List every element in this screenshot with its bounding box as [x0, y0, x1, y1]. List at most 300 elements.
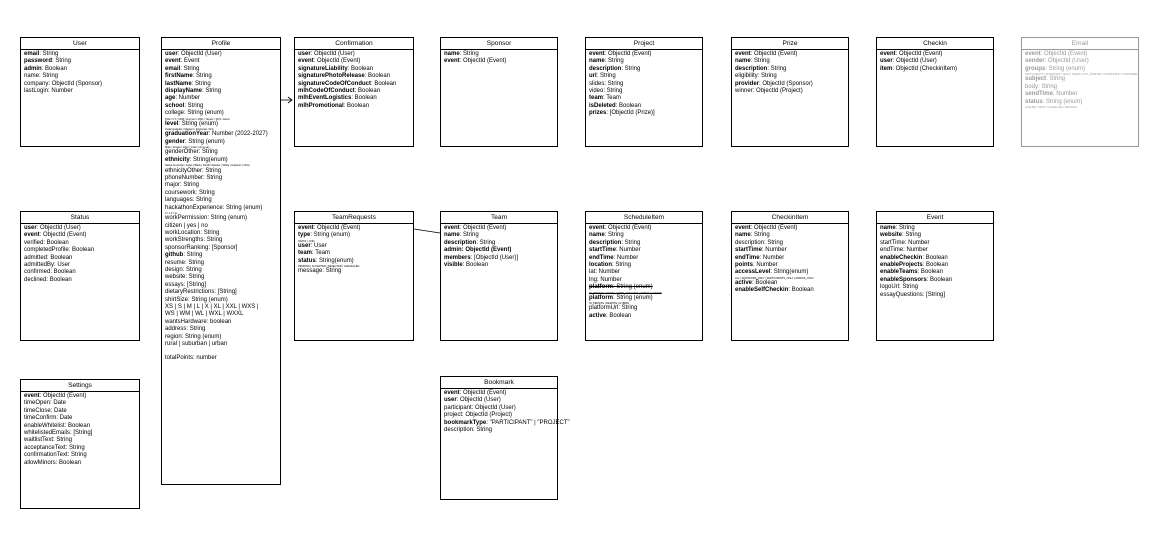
- entity-bookmark: [440, 376, 570, 500]
- field-type: : Number: [615, 247, 641, 254]
- field-type: : String: [203, 237, 223, 244]
- field-type: : String: [459, 232, 479, 239]
- field-row: [24, 240, 136, 247]
- field-row: [589, 73, 699, 80]
- field-name: description: [735, 65, 768, 72]
- field-type: : String (enum): [188, 296, 228, 303]
- field-row: [24, 460, 136, 467]
- field-name: allowMinors: [24, 459, 56, 466]
- enum-values: INVITE | JOIN: [298, 239, 315, 243]
- field-row: [1025, 91, 1135, 98]
- field-type: : ObjectId (Project): [752, 88, 803, 95]
- field-type: : Boolean: [917, 269, 943, 276]
- field-name: video: [589, 88, 604, 95]
- field-type: : String: [1046, 76, 1066, 83]
- field-type: : [Sponsor]: [208, 244, 238, 251]
- field-row: [880, 58, 990, 65]
- field-row: [24, 415, 136, 422]
- field-type: : Boolean: [926, 276, 953, 283]
- entity-title: Confirmation: [295, 38, 413, 50]
- field-type: : String: [185, 259, 205, 266]
- enum-values: IN_PERSON | REMOTE | HYBRID: [589, 302, 630, 306]
- field-name: workPermission: [165, 215, 208, 222]
- entity-fields: [162, 50, 280, 364]
- field-row: [298, 232, 410, 243]
- field-type: : ObjectId (Event): [750, 51, 798, 57]
- field-row: [1025, 76, 1135, 83]
- field-type: : ObjectId (User): [471, 404, 516, 411]
- field-type: : String (enum): [1042, 98, 1083, 105]
- field-row: [165, 334, 277, 341]
- field-type: : ObjectId (Event): [39, 232, 87, 239]
- field-type: : Boolean: [788, 287, 814, 294]
- field-type: : Boolean: [351, 95, 377, 102]
- field-row: [165, 58, 277, 65]
- field-type: : ObjectId (User): [456, 397, 501, 404]
- entity-user: [20, 37, 140, 147]
- field-row: [165, 121, 277, 132]
- field-row: [589, 110, 699, 117]
- field-type: : String: [750, 232, 770, 239]
- field-type: : Boolean: [55, 459, 82, 466]
- field-row: [735, 66, 845, 73]
- field-type: : String: [459, 51, 479, 57]
- field-row: [1025, 99, 1135, 110]
- field-type: : Number: [613, 254, 639, 261]
- field-row: [24, 262, 136, 269]
- enum-values: Undergraduate / Masters / Doctorate / N/A: [165, 128, 214, 132]
- field-row: [735, 225, 845, 232]
- entity-title: Checkin: [877, 38, 993, 50]
- field-row: [165, 190, 277, 197]
- field-type: : String (enum): [185, 138, 225, 145]
- field-type: : String (enum): [613, 284, 653, 291]
- field-name: email: [24, 51, 40, 57]
- field-type: : Number: [1052, 91, 1078, 98]
- field-row: [165, 267, 277, 274]
- field-name: event: [735, 225, 751, 231]
- field-row: [735, 232, 845, 239]
- field-row: [165, 197, 277, 204]
- field-row: [1025, 51, 1135, 58]
- field-name: event: [24, 393, 40, 399]
- field-type: : Number: [175, 95, 201, 102]
- field-type: : String (enum): [178, 120, 219, 127]
- field-type: : ObjectId (Event): [459, 390, 507, 396]
- field-name: confirmationText: [24, 452, 68, 459]
- enum-values: 0 / 1-3 / 4+: [165, 211, 178, 215]
- field-type: : [String]: [922, 291, 946, 298]
- field-row: [444, 255, 554, 262]
- entity-fields: [295, 224, 413, 277]
- field-name: startTime: [589, 247, 616, 254]
- entity-title: User: [21, 38, 139, 50]
- field-name: description: [444, 427, 474, 434]
- field-row: [444, 247, 554, 254]
- field-type: : "PARTICIPANT" | "PROJECT": [486, 419, 570, 426]
- field-type: : String: [191, 80, 211, 87]
- field-row: [298, 58, 410, 65]
- entity-title: Settings: [21, 380, 139, 392]
- field-name: wantsHardware: [165, 318, 207, 325]
- field-type: XS | S | M | L | X | XL | XXL | WXS |: [165, 304, 259, 311]
- field-name: waitlistText: [24, 437, 54, 444]
- field-name: password: [24, 58, 53, 65]
- field-row: [24, 393, 136, 400]
- field-name: verified: [24, 239, 44, 246]
- entity-status: [20, 211, 140, 341]
- field-type: : String (enum): [1045, 65, 1086, 72]
- field-row: [165, 319, 277, 326]
- field-type: : ObjectId (Event): [750, 225, 798, 231]
- field-row: [165, 51, 277, 58]
- field-type: : Number: [761, 247, 787, 254]
- field-name: signatureCodeOfConduct: [298, 80, 371, 87]
- field-row: [298, 66, 410, 73]
- field-name: platformUrl: [589, 305, 619, 312]
- enum-values: PENDING | ACCEPTED | REJECTED | CANCELLED: [298, 265, 360, 269]
- field-row: [444, 397, 554, 404]
- field-name: company: [24, 80, 49, 87]
- field-name: website: [165, 274, 186, 281]
- field-type: : String: [895, 225, 915, 231]
- field-name: signatureLiability: [298, 65, 348, 72]
- field-type: : String: [180, 182, 200, 189]
- entity-team: [440, 211, 558, 341]
- field-type: : Number: [48, 88, 73, 95]
- field-name: sponsorRanking: [165, 244, 209, 251]
- field-name: hackathonExperience: [165, 204, 223, 211]
- field-row: [24, 437, 136, 444]
- field-name: description: [444, 239, 477, 246]
- field-name: visible: [444, 262, 463, 269]
- field-type: : String: [202, 167, 222, 174]
- field-row: [880, 277, 990, 284]
- field-row: [735, 287, 845, 294]
- field-type: : String: [184, 102, 204, 109]
- field-row: [880, 292, 990, 299]
- field-row: [735, 51, 845, 58]
- field-row: [1025, 65, 1138, 77]
- field-row: [298, 243, 410, 250]
- field-name: message: [298, 268, 323, 275]
- entity-checkinitem: [731, 211, 849, 341]
- field-name: name: [589, 232, 605, 239]
- field-type: : Team: [603, 95, 621, 102]
- field-name: phoneNumber: [165, 174, 204, 181]
- field-row: [165, 311, 277, 318]
- field-row: [298, 250, 410, 257]
- field-row: [589, 247, 699, 254]
- field-name: gender: [165, 138, 186, 145]
- field-row: [298, 268, 410, 275]
- field-name: workStrengths: [165, 237, 204, 244]
- field-row: [589, 305, 699, 312]
- field-name: name: [735, 232, 751, 239]
- field-name: genderOther: [165, 149, 199, 156]
- field-row: [880, 269, 990, 276]
- field-type: : [ObjectId (Prize)]: [606, 110, 655, 117]
- field-type: : String: [603, 88, 623, 95]
- field-type: : ObjectId (Event): [313, 225, 361, 231]
- field-type: : Boolean: [46, 276, 72, 283]
- field-name: type: [298, 232, 311, 239]
- field-type: : String: [621, 239, 641, 246]
- field-type: : String: [186, 326, 206, 333]
- field-name: participant: [444, 404, 472, 411]
- field-row: [165, 223, 277, 230]
- field-name: lng: [589, 276, 598, 283]
- field-name: timeClose: [24, 407, 51, 414]
- field-name: startTime: [880, 239, 905, 246]
- field-type: : Event: [180, 58, 200, 65]
- entity-project: [585, 37, 703, 147]
- field-row: [735, 255, 845, 262]
- field-type: : String: [192, 73, 212, 80]
- field-name: college: [165, 110, 185, 117]
- field-row: [589, 66, 699, 73]
- field-row: [165, 81, 277, 88]
- field-type: : ObjectId (Sponsor): [759, 80, 813, 87]
- field-type: : String (enum): [207, 215, 248, 222]
- field-row: [880, 284, 990, 291]
- field-type: : String: [618, 305, 638, 312]
- field-name: coursework: [165, 189, 196, 196]
- field-row: [444, 51, 554, 58]
- entity-checkin: [876, 37, 994, 147]
- field-row: [444, 58, 554, 65]
- field-type: : String: [757, 73, 777, 80]
- field-name: event: [24, 232, 40, 239]
- field-type: : Boolean: [922, 262, 949, 269]
- field-name: lastLogin: [24, 88, 49, 95]
- field-row: [165, 348, 277, 355]
- field-row: [165, 66, 277, 73]
- field-row: [165, 168, 277, 175]
- field-row: [165, 326, 277, 333]
- field-type: : ObjectId (Event): [895, 51, 943, 57]
- field-name: ethnicityOther: [165, 167, 203, 174]
- entity-title: Prize: [732, 38, 848, 50]
- field-name: ethnicity: [165, 156, 190, 163]
- field-name: platform: [589, 284, 613, 291]
- field-row: [444, 232, 554, 239]
- field-name: admitted: [24, 254, 48, 261]
- field-type: : String (enum): [184, 110, 224, 117]
- field-type: : String: [183, 252, 203, 259]
- field-type: : String: [473, 427, 493, 434]
- field-type: : Date: [50, 400, 67, 407]
- field-type: : String (enum): [613, 294, 653, 301]
- field-row: [165, 110, 277, 121]
- field-row: [298, 81, 410, 88]
- field-type: : Number: [595, 269, 621, 276]
- field-name: dietaryRestrictions: [165, 289, 215, 296]
- field-name: prizes: [589, 110, 607, 117]
- entity-fields: [586, 224, 702, 321]
- field-row: [735, 81, 845, 88]
- field-name: endTime: [589, 254, 614, 261]
- field-type: : Boolean: [606, 312, 632, 319]
- field-type: : String: [198, 149, 218, 156]
- field-row: [298, 73, 410, 80]
- field-type: : Number: [904, 239, 930, 246]
- enum-values: PARTICIPANTS | SPONSORS | TEAM | TEAMS | NOT_STARTED | COMPLETED | CONFIRMED: [1025, 73, 1138, 77]
- field-name: sender: [1025, 58, 1045, 65]
- field-name: event: [165, 58, 181, 65]
- field-name: age: [165, 95, 176, 102]
- field-type: : Boolean: [354, 88, 381, 95]
- field-row: [165, 289, 277, 296]
- field-type: : String(enum): [189, 156, 228, 163]
- field-type: : Boolean: [343, 102, 370, 109]
- field-name: website: [880, 232, 903, 239]
- field-type: : [String]: [70, 430, 93, 437]
- field-type: : ObjectId (Sponsor): [48, 80, 103, 87]
- field-name: accessLevel: [735, 269, 771, 276]
- field-name: user: [298, 243, 311, 250]
- field-name: graduationYear: [165, 131, 209, 138]
- field-type: rural | suburban | urban: [165, 341, 228, 348]
- field-row: [24, 73, 136, 80]
- field-row: [589, 58, 699, 65]
- field-name: mlhPromotional: [298, 102, 344, 109]
- field-name: members: [444, 254, 471, 261]
- field-row: [165, 95, 277, 102]
- entity-teamrequests: [294, 211, 414, 341]
- field-name: user: [24, 225, 37, 231]
- field-type: : String: [612, 262, 632, 269]
- field-type: : String: [202, 88, 222, 95]
- field-row: [444, 427, 554, 434]
- field-name: name: [24, 73, 40, 80]
- field-type: : ObjectId (Event): [459, 225, 507, 231]
- field-name: event: [444, 225, 460, 231]
- field-name: confirmed: [24, 269, 51, 276]
- field-row: [298, 258, 410, 269]
- field-name: essays: [165, 281, 184, 288]
- field-type: : String: [476, 239, 496, 246]
- field-type: : Number: [759, 254, 785, 261]
- field-type: : Boolean: [47, 254, 73, 261]
- field-name: address: [165, 326, 187, 333]
- field-row: [24, 66, 136, 73]
- field-name: mlhEventLogistics: [298, 95, 352, 102]
- field-type: : String: [902, 232, 922, 239]
- field-type: : Boolean: [68, 247, 95, 254]
- field-row: [298, 103, 410, 110]
- field-type: : String(enum): [770, 269, 809, 276]
- field-name: status: [298, 257, 316, 264]
- field-name: team: [589, 95, 604, 102]
- field-type: : String: [767, 65, 787, 72]
- entity-fields: [441, 50, 557, 67]
- field-type: : ObjectId (User): [177, 51, 222, 57]
- field-name: event: [298, 225, 314, 231]
- entity-title: Team: [441, 212, 557, 224]
- field-type: : Number (2022-2027): [208, 131, 268, 138]
- field-row: [298, 88, 410, 95]
- field-name: github: [165, 252, 184, 259]
- field-type: : Boolean: [43, 239, 69, 246]
- field-name: name: [589, 58, 605, 65]
- field-row: [165, 149, 277, 156]
- field-row: [24, 430, 136, 437]
- field-name: description: [589, 239, 622, 246]
- field-row: [165, 103, 277, 110]
- field-name: enableProjects: [880, 262, 923, 269]
- field-name: school: [165, 102, 185, 109]
- field-type: : ObjectId (Event): [313, 58, 361, 65]
- field-name: level: [165, 120, 179, 127]
- field-row: [589, 277, 699, 284]
- field-row: [589, 284, 699, 295]
- field-name: platform: [589, 294, 613, 301]
- field-name: name: [444, 51, 460, 57]
- field-name: admin: [24, 65, 42, 72]
- field-name: enableSelfCheckin: [735, 287, 789, 294]
- entity-confirmation: [294, 37, 414, 147]
- field-type: citizen | yes | no: [165, 222, 208, 229]
- field-type: : String: [604, 232, 624, 239]
- field-type: : [ObjectId (User)]: [470, 254, 519, 261]
- field-row: [735, 280, 845, 287]
- field-row: [165, 205, 277, 216]
- field-type: : String: [899, 284, 919, 291]
- field-row: [735, 240, 845, 247]
- field-type: : ObjectId (CheckinItem): [892, 65, 958, 72]
- enum-values: SCE / CT / CRM / Gorman / MSC / Tepper / SCS / Heinz: [165, 117, 230, 121]
- field-type: : Boolean: [41, 65, 68, 72]
- field-name: signaturePhotoRelease: [298, 73, 365, 80]
- field-name: enableWhitelist: [24, 422, 65, 429]
- field-type: : ObjectId (Project): [462, 412, 513, 419]
- field-name: url: [589, 73, 597, 80]
- field-type: : Team: [312, 250, 330, 257]
- field-row: [165, 175, 277, 182]
- field-name: event: [444, 390, 460, 396]
- entity-prize: [731, 37, 849, 147]
- field-type: : String: [203, 174, 223, 181]
- field-row: [24, 255, 136, 262]
- entity-fields: [586, 50, 702, 119]
- field-row: [589, 225, 699, 232]
- field-row: [880, 247, 990, 254]
- field-name: essayQuestions: [880, 291, 923, 298]
- field-row: [165, 274, 277, 281]
- field-name: timeConfirm: [24, 415, 57, 422]
- field-name: location: [589, 262, 613, 269]
- field-row: [24, 269, 136, 276]
- field-row: [444, 240, 554, 247]
- field-name: winner: [735, 88, 753, 95]
- field-name: email: [165, 65, 181, 72]
- field-row: [444, 419, 570, 427]
- entity-title: Sponsor: [441, 38, 557, 50]
- field-type: : String: [180, 65, 200, 72]
- field-type: : [String]: [214, 289, 237, 296]
- field-type: : ObjectId (Event): [604, 225, 652, 231]
- field-row: [165, 282, 277, 289]
- field-type: : String: [604, 80, 624, 87]
- field-name: event: [735, 51, 751, 57]
- field-row: [735, 88, 845, 95]
- field-name: enableSponsors: [880, 276, 927, 283]
- field-type: : Boolean: [752, 280, 778, 287]
- field-row: [444, 390, 554, 397]
- field-row: [165, 297, 277, 304]
- field-name: event: [589, 51, 605, 57]
